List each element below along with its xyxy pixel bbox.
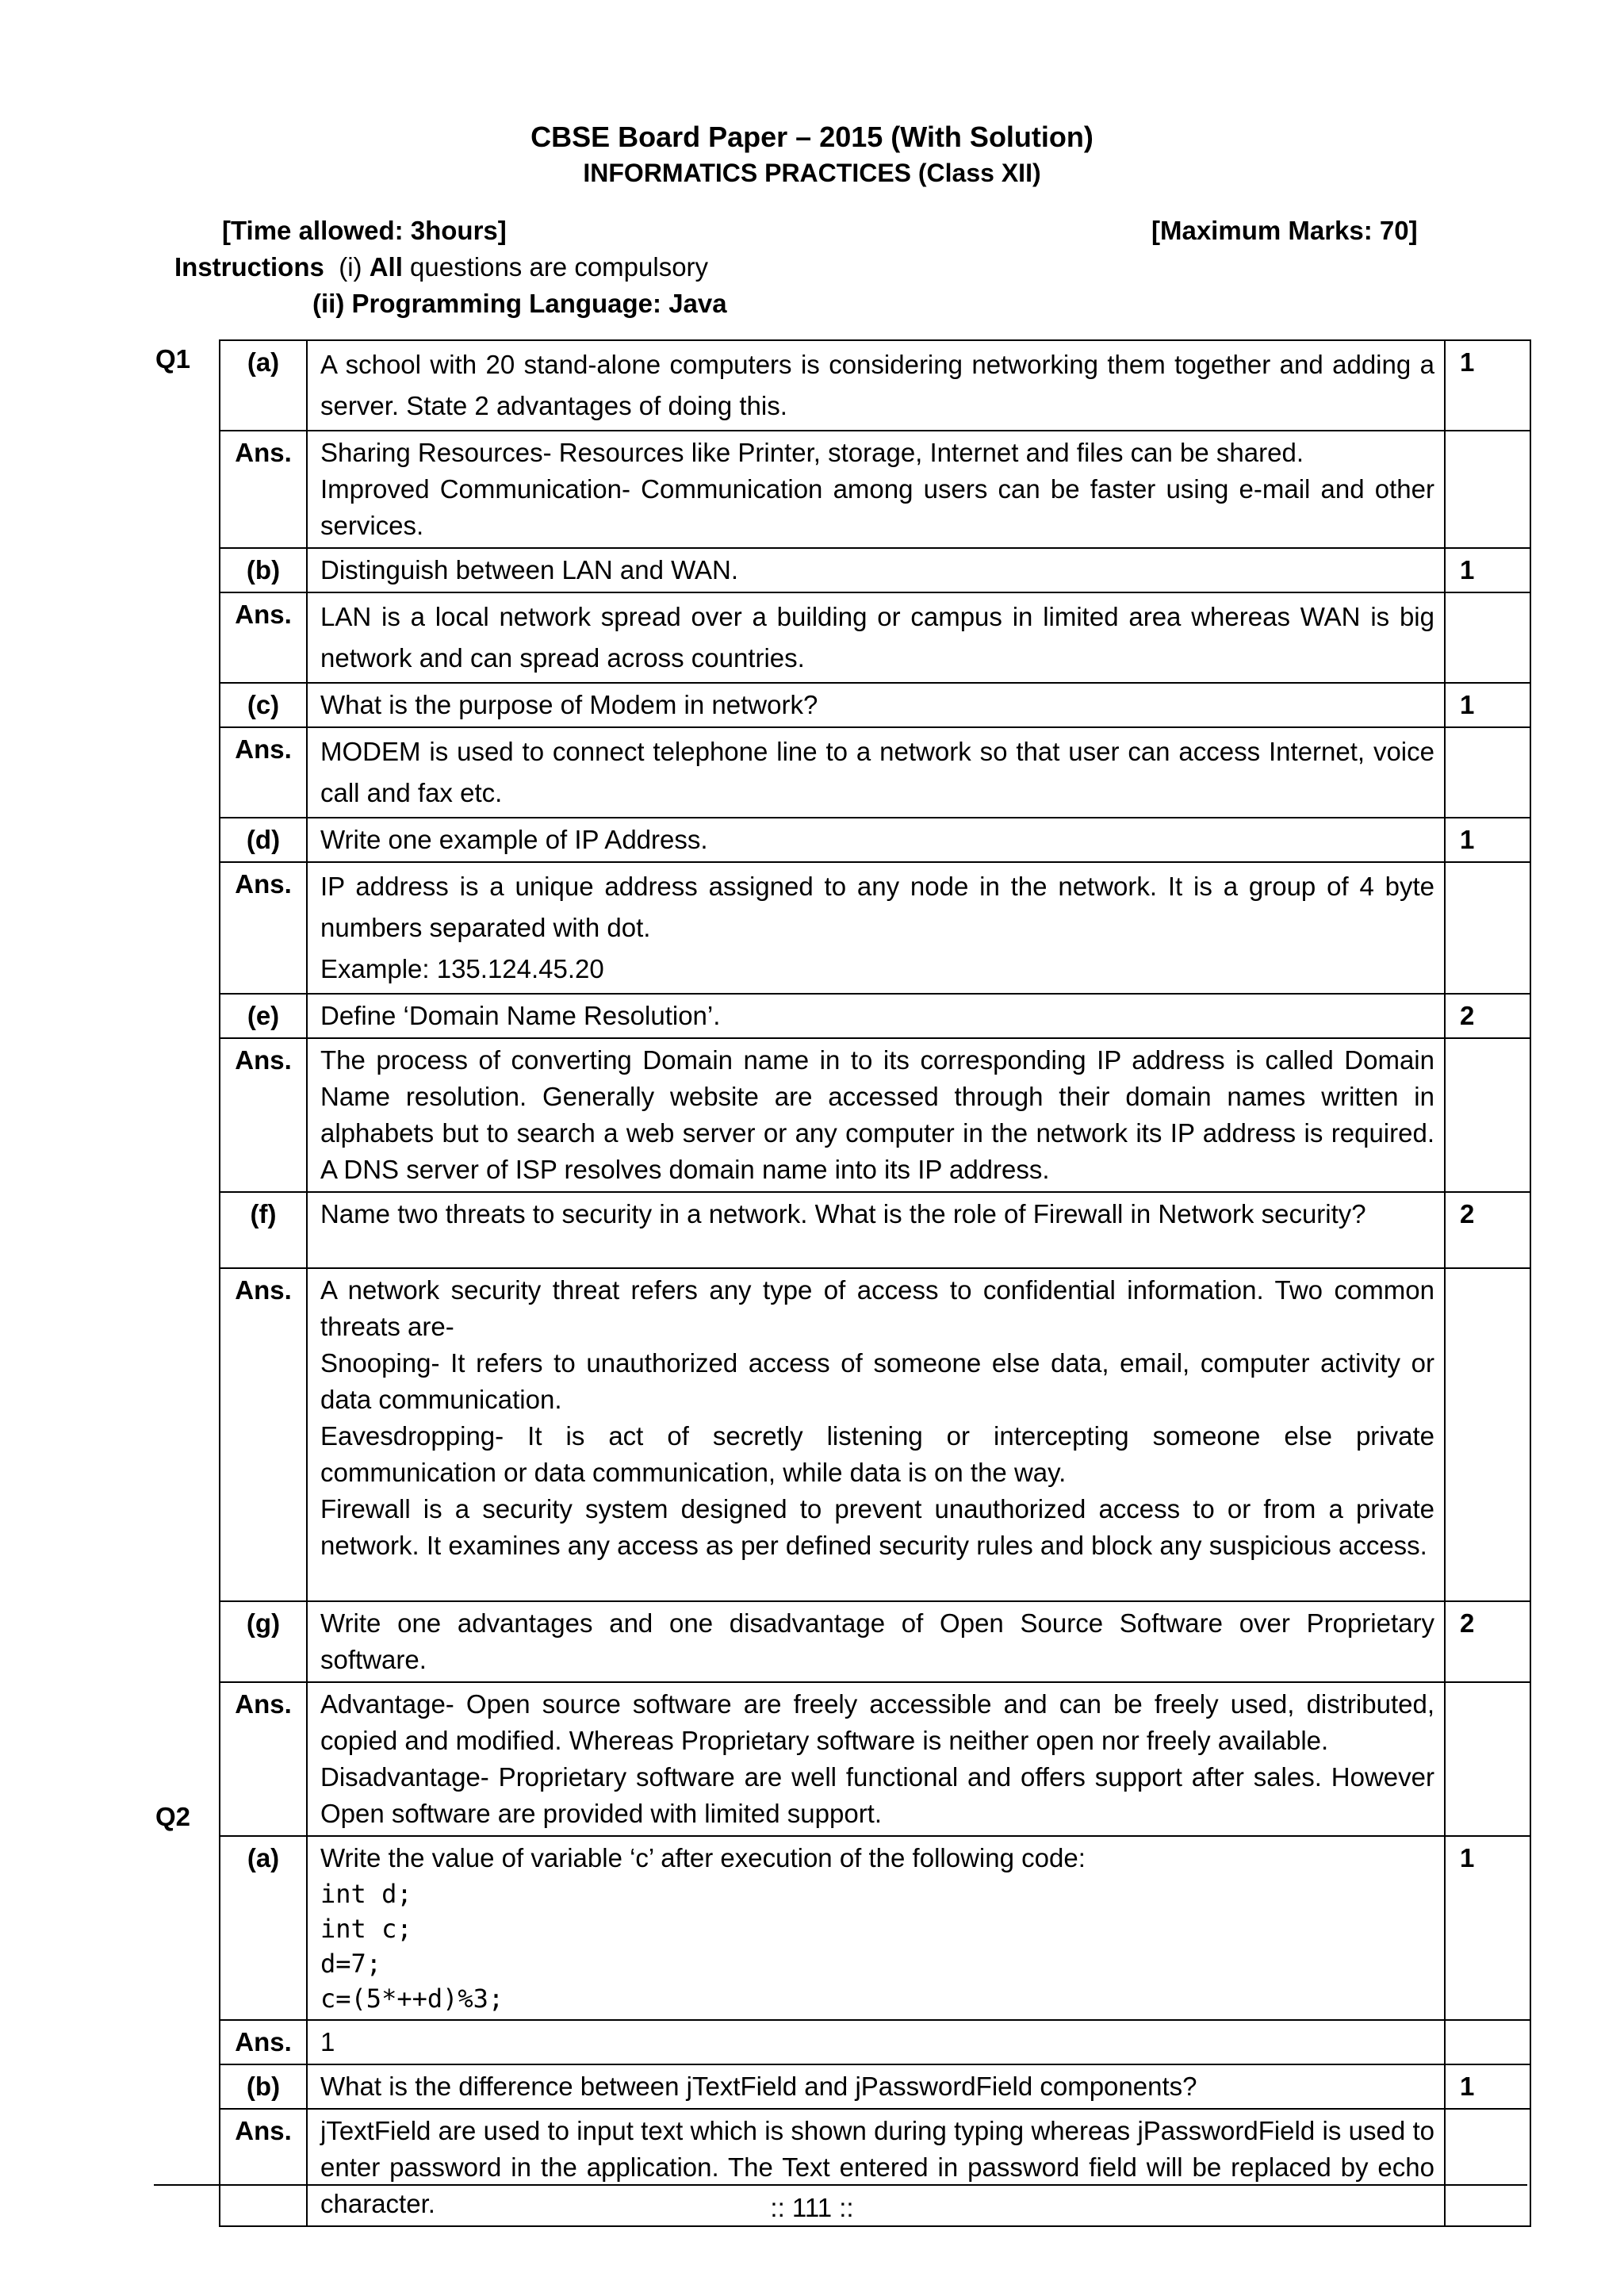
question-row-1e [220, 994, 1530, 1038]
answer-label: Ans. [220, 2020, 307, 2064]
answer-row-1g [220, 1682, 1530, 1836]
answer-row-1e [220, 1038, 1530, 1192]
instruction-1-text: questions are compulsory [410, 252, 709, 282]
answer-label: Ans. [220, 1268, 307, 1601]
answer-paragraph: IP address is a unique address assigned to any node in the network. It is a group of 4 byte numbers separated with dot. [320, 872, 1434, 942]
answer-row-1d [220, 862, 1530, 994]
question-marks: 1 [1445, 548, 1530, 592]
instruction-1-bold: All [369, 252, 403, 282]
answer-label: Ans. [220, 1682, 307, 1836]
marks-cell-empty [1445, 1682, 1530, 1836]
question-text: What is the difference between jTextField and jPasswordField components? [307, 2064, 1445, 2109]
marks-cell-empty [1445, 1268, 1530, 1601]
question-row-2b [220, 2064, 1530, 2109]
time-allowed: [Time allowed: 3hours] [222, 216, 507, 245]
answer-row-1b [220, 592, 1530, 683]
answer-label: Ans. [220, 727, 307, 818]
question-paragraph: Write the value of variable ‘c’ after execution of the following code: [320, 1843, 1086, 1872]
marks-cell-empty [1445, 862, 1530, 994]
question-marks: 2 [1445, 1192, 1530, 1268]
marks-cell-empty [1445, 727, 1530, 818]
answer-text [307, 1682, 1445, 1836]
answer-text: LAN is a local network spread over a building or campus in limited area whereas WAN is big network and can spread across countries. [307, 592, 1445, 683]
question-row-1g [220, 1601, 1530, 1682]
page-number: :: 111 :: [770, 2193, 854, 2222]
answer-label: Ans. [220, 1038, 307, 1192]
question-label: (c) [220, 683, 307, 727]
question-text: Distinguish between LAN and WAN. [307, 548, 1445, 592]
question-marks: 2 [1445, 994, 1530, 1038]
answer-row-2a [220, 2020, 1530, 2064]
answer-paragraph: Sharing Resources- Resources like Printer, storage, Internet and files can be shared. [320, 438, 1304, 467]
question-text: Name two threats to security in a network. What is the role of Firewall in Network security? [307, 1192, 1445, 1268]
answer-paragraph: Advantage- Open source software are freely accessible and can be freely used, distributed, copied and modified. Whereas Proprietary software is neither open nor freely available. [320, 1689, 1434, 1755]
answer-text: jTextField are used to input text which is shown during typing whereas jPasswordField is used to enter password in the application. The Text entered in password field will be replaced by echo character. [307, 2109, 1445, 2226]
question-marks: 1 [1445, 340, 1530, 431]
question-row-1d [220, 818, 1530, 862]
question-text: Define ‘Domain Name Resolution’. [307, 994, 1445, 1038]
answer-paragraph: Snooping- It refers to unauthorized access of someone else data, email, computer activity or data communication. [320, 1348, 1434, 1414]
question-table [219, 339, 1531, 2227]
answer-row-1c [220, 727, 1530, 818]
question-text: Write one example of IP Address. [307, 818, 1445, 862]
answer-paragraph: Firewall is a security system designed to prevent unauthorized access to or from a private network. It examines any access as per defined security rules and block any suspicious access. [320, 1494, 1434, 1560]
question-2-number: Q2 [155, 1802, 191, 1831]
paper-subtitle: INFORMATICS PRACTICES (Class XII) [583, 159, 1041, 187]
question-marks: 1 [1445, 1836, 1530, 2020]
question-text: What is the purpose of Modem in network? [307, 683, 1445, 727]
question-label: (b) [220, 2064, 307, 2109]
answer-example: Example: 135.124.45.20 [320, 954, 604, 983]
answer-text [307, 1268, 1445, 1601]
question-label: (d) [220, 818, 307, 862]
question-row-1c [220, 683, 1530, 727]
instruction-1-prefix: (i) [339, 252, 362, 282]
answer-paragraph: Eavesdropping- It is act of secretly listening or intercepting someone else private communication or data communication, while data is on the way. [320, 1421, 1434, 1487]
marks-cell-empty [1445, 2020, 1530, 2064]
question-label: (a) [220, 1836, 307, 2020]
question-label: (b) [220, 548, 307, 592]
maximum-marks: [Maximum Marks: 70] [1151, 216, 1418, 245]
answer-label: Ans. [220, 592, 307, 683]
question-label: (g) [220, 1601, 307, 1682]
answer-row-1a [220, 431, 1530, 548]
question-marks: 2 [1445, 1601, 1530, 1682]
question-label: (e) [220, 994, 307, 1038]
answer-paragraph: A network security threat refers any type of access to confidential information. Two common threats are- [320, 1275, 1434, 1341]
marks-cell-empty [1445, 592, 1530, 683]
question-row-1a [220, 340, 1530, 431]
answer-text [307, 431, 1445, 548]
answer-text: MODEM is used to connect telephone line to a network so that user can access Internet, voice call and fax etc. [307, 727, 1445, 818]
marks-cell-empty [1445, 431, 1530, 548]
answer-text [307, 862, 1445, 994]
answer-label: Ans. [220, 862, 307, 994]
question-label: (a) [220, 340, 307, 431]
answer-label: Ans. [220, 2109, 307, 2226]
paper-title: CBSE Board Paper – 2015 (With Solution) [530, 121, 1094, 153]
question-1-number: Q1 [155, 344, 191, 374]
question-text: Write one advantages and one disadvantage of Open Source Software over Proprietary software. [307, 1601, 1445, 1682]
answer-text: The process of converting Domain name in to its corresponding IP address is called Domain Name resolution. Generally website are accessed through their domain names written in alphabets but to search a web server or any computer in the network its IP address is required. A DNS server of ISP resolves domain name into its IP address. [307, 1038, 1445, 1192]
question-text [307, 1836, 1445, 2020]
question-text: A school with 20 stand-alone computers is considering networking them together and adding a server. State 2 advantages of doing this. [307, 340, 1445, 431]
answer-paragraph: Improved Communication- Communication among users can be faster using e-mail and other services. [320, 474, 1434, 540]
instructions-line-1 [174, 252, 708, 282]
marks-cell-empty [1445, 1038, 1530, 1192]
question-row-2a [220, 1836, 1530, 2020]
question-row-1f [220, 1192, 1530, 1268]
answer-paragraph: Disadvantage- Proprietary software are well functional and offers support after sales. However Open software are provided with limited support. [320, 1762, 1434, 1828]
question-label: (f) [220, 1192, 307, 1268]
question-marks: 1 [1445, 683, 1530, 727]
instruction-2: (ii) Programming Language: Java [312, 289, 727, 318]
answer-row-1f [220, 1268, 1530, 1601]
question-row-1b [220, 548, 1530, 592]
code-block: int d; int c; d=7; c=(5*++d)%3; [320, 1879, 504, 2014]
question-marks: 1 [1445, 2064, 1530, 2109]
answer-text: 1 [307, 2020, 1445, 2064]
instructions-label: Instructions [174, 252, 324, 282]
question-marks: 1 [1445, 818, 1530, 862]
answer-label: Ans. [220, 431, 307, 548]
footer-divider [154, 2184, 1527, 2186]
